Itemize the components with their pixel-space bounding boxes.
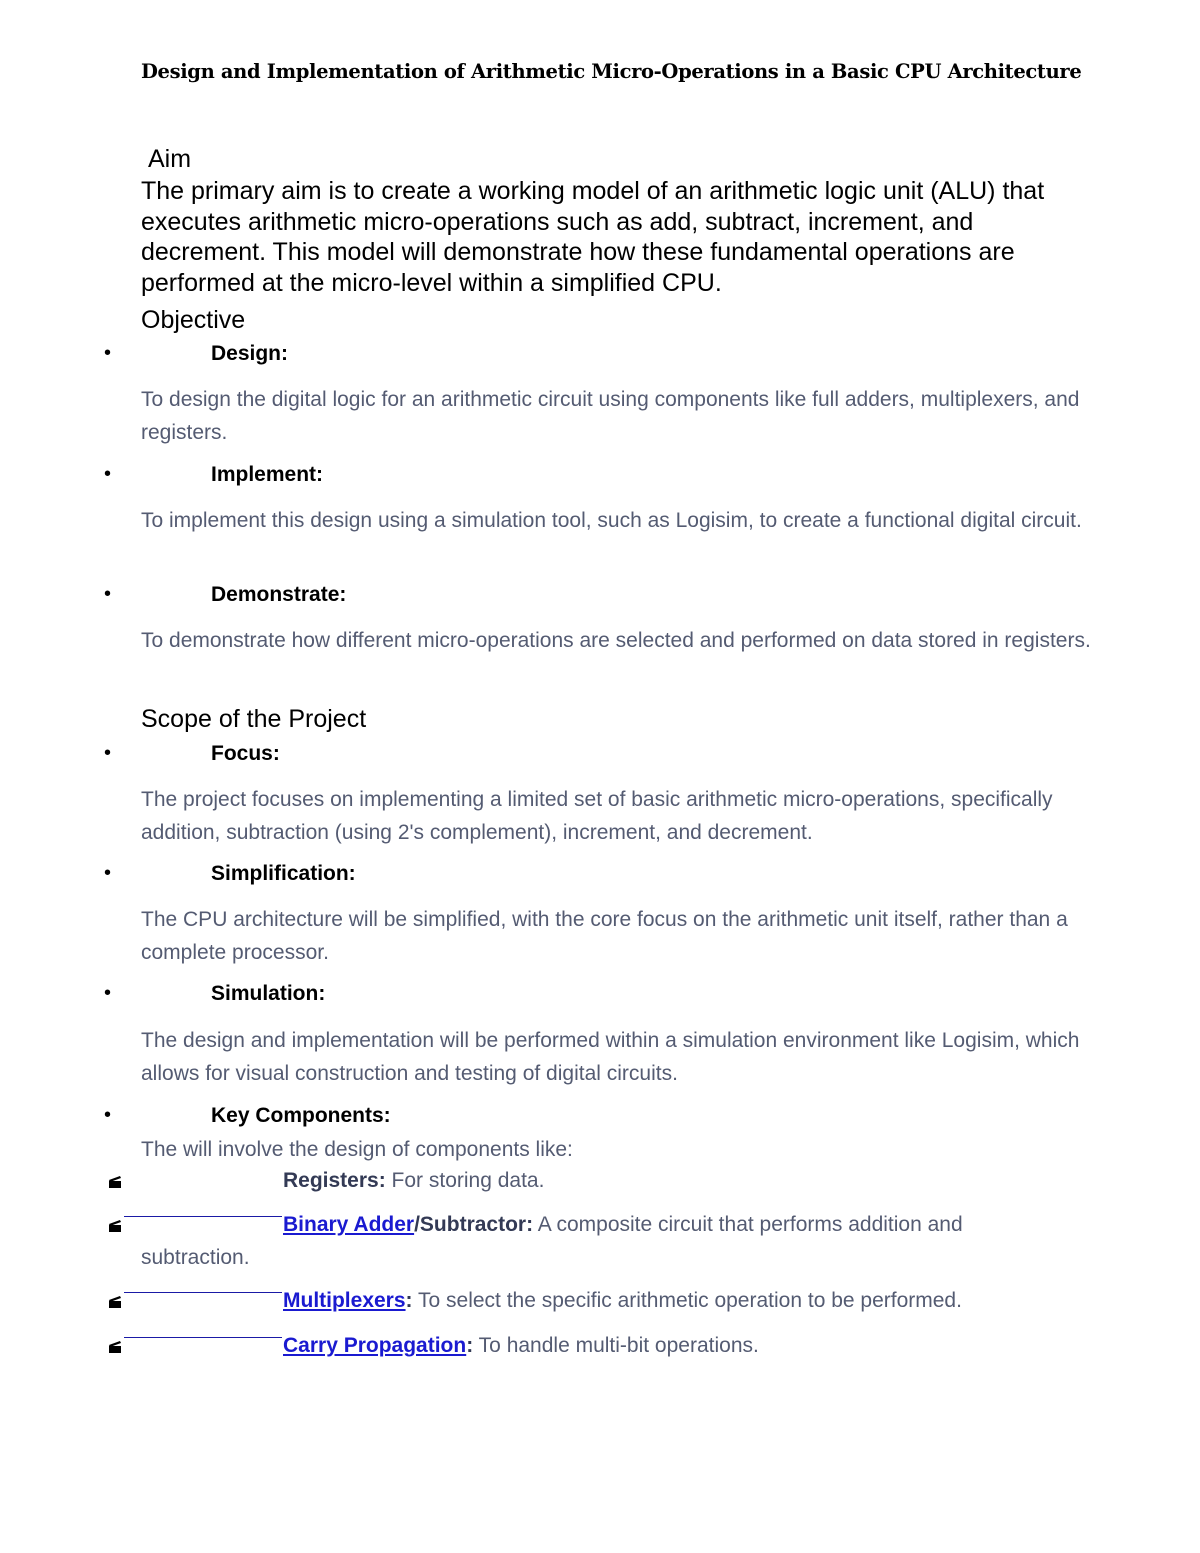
bullet-icon: • [104, 463, 112, 485]
bullet-icon: • [104, 1104, 112, 1126]
document-title: Design and Implementation of Arithmetic Micro-Operations in a Basic CPU Architecture [141, 60, 1082, 83]
component-term: /Subtractor: [414, 1213, 534, 1236]
objective-design-label: Design: [211, 342, 289, 365]
aim-heading: Aim [148, 145, 192, 173]
component-carry-propagation [283, 1329, 1103, 1362]
scope-simulation-text: The design and implementation will be performed within a simulation environment like Logisim, which allows for visual construction and testing of digital circuits. [141, 1029, 1080, 1085]
component-description: A composite circuit that performs addition and [533, 1213, 963, 1236]
scope-simplification-text: The CPU architecture will be simplified, with the core focus on the arithmetic unit itself, rather than a complete processor. [141, 908, 1068, 964]
scope-heading: Scope of the Project [141, 705, 367, 733]
component-registers [283, 1164, 1103, 1197]
objective-implement-text: To implement this design using a simulation tool, such as Logisim, to create a functional digital circuit. [141, 509, 1082, 532]
bullet-icon: • [104, 862, 112, 884]
bullet-icon: • [104, 742, 112, 764]
carry-propagation-link[interactable]: Carry Propagation [283, 1334, 467, 1357]
tab-leader-line [124, 1216, 282, 1217]
clapperboard-icon [108, 1295, 124, 1309]
component-term: : [405, 1289, 413, 1312]
bullet-icon: • [104, 342, 112, 364]
tab-leader-line [124, 1292, 282, 1293]
scope-simulation-label: Simulation: [211, 982, 326, 1005]
scope-key-components-text: The will involve the design of components like: [141, 1138, 573, 1161]
binary-adder-link[interactable]: Binary Adder [283, 1213, 415, 1236]
component-description: For storing data. [385, 1169, 545, 1192]
objective-implement-label: Implement: [211, 463, 324, 486]
objective-heading: Objective [141, 306, 246, 334]
clapperboard-icon [108, 1219, 124, 1233]
multiplexers-link[interactable]: Multiplexers [283, 1289, 406, 1312]
component-description: To handle multi-bit operations. [473, 1334, 759, 1357]
component-term: Registers: [283, 1169, 386, 1192]
component-binary-adder-continued: subtraction. [141, 1246, 250, 1269]
objective-design-text: To design the digital logic for an arithmetic circuit using components like full adders, multiplexers, and registers. [141, 388, 1080, 444]
tab-leader-line [124, 1337, 282, 1338]
objective-demonstrate-text: To demonstrate how different micro-operations are selected and performed on data stored in registers. [141, 629, 1091, 652]
component-multiplexers [283, 1284, 1103, 1317]
clapperboard-icon [108, 1175, 124, 1189]
scope-key-components-label: Key Components: [211, 1104, 391, 1127]
bullet-icon: • [104, 982, 112, 1004]
scope-focus-label: Focus: [211, 742, 280, 765]
component-binary-adder [283, 1208, 1103, 1241]
component-description: To select the specific arithmetic operation to be performed. [412, 1289, 962, 1312]
component-term: : [466, 1334, 474, 1357]
aim-paragraph: The primary aim is to create a working model of an arithmetic logic unit (ALU) that executes arithmetic micro-operations such as add, subtract, increment, and decrement. This model will demonstrate how these fundamental operations are performed at the micro-level within a simplified CPU. [141, 177, 1045, 297]
objective-demonstrate-label: Demonstrate: [211, 583, 347, 606]
scope-simplification-label: Simplification: [211, 862, 356, 885]
scope-focus-text: The project focuses on implementing a limited set of basic arithmetic micro-operations, specifically addition, subtraction (using 2's complement), increment, and decrement. [141, 788, 1053, 844]
bullet-icon: • [104, 583, 112, 605]
clapperboard-icon [108, 1340, 124, 1354]
